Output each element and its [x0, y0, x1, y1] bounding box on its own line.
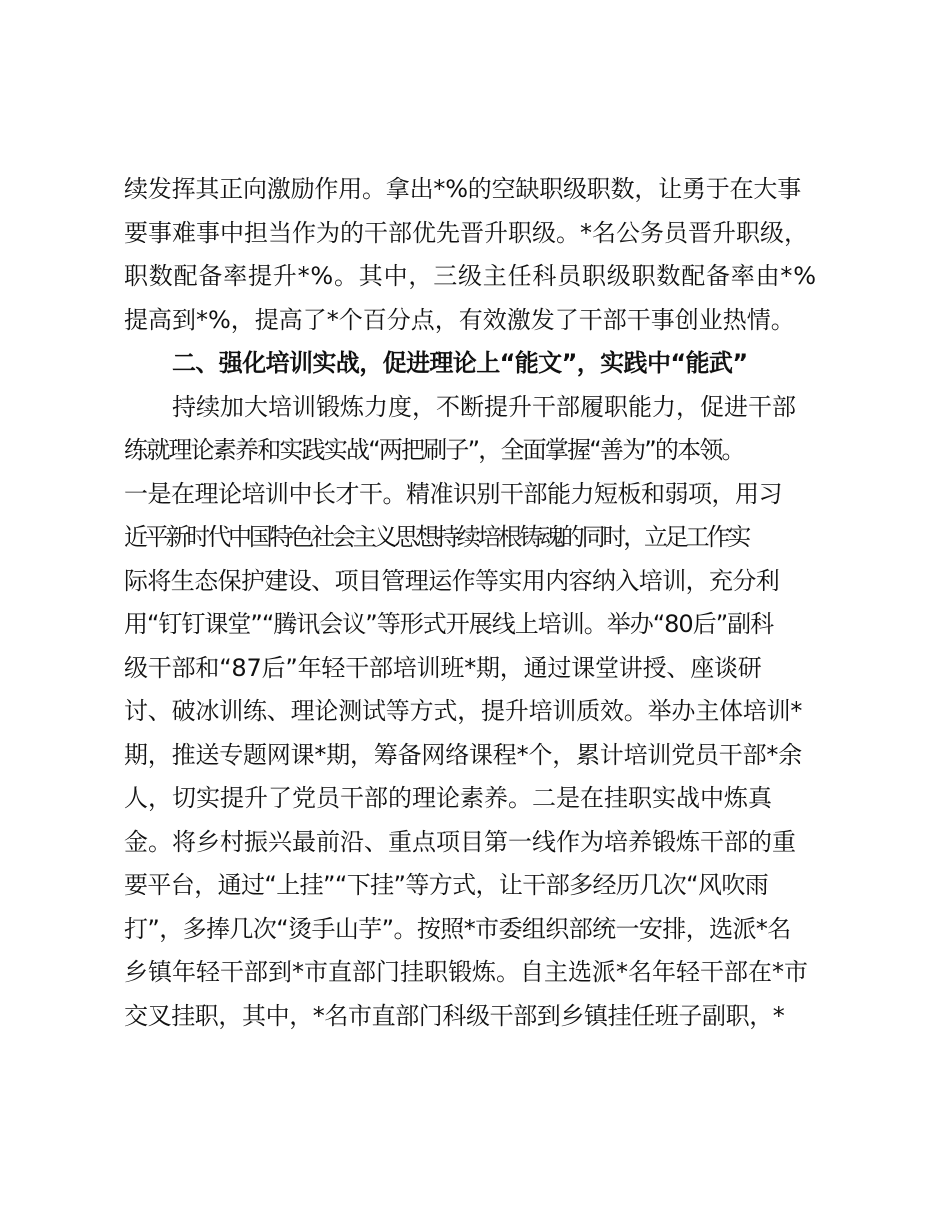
paragraph-line: 近平新时代中国特色社会主义思想持续培根铸魂的同时，立足工作实: [124, 523, 748, 551]
paragraph-line: 要平台，通过“上挂”“下挂”等方式，让干部多经历几次“风吹雨: [124, 871, 769, 899]
paragraph-line: 提高到*%，提高了*个百分点，有效激发了干部干事创业热情。: [124, 305, 795, 334]
paragraph-line: 期，推送专题网课*期，筹备网络课程*个，累计培训党员干部*余: [124, 740, 802, 769]
paragraph-line: 续发挥其正向激励作用。拿出*%的空缺职级职数，让勇于在大事: [124, 175, 802, 203]
paragraph-line: 级干部和“87后”年轻干部培训班*期，通过课堂讲授、座谈研: [124, 653, 762, 682]
document-body: [124, 168, 844, 1038]
paragraph-line: 职数配备率提升*%。其中，三级主任科员职级职数配备率由*%: [124, 262, 817, 290]
paragraph-line: 交叉挂职，其中，*名市直部门科级干部到乡镇挂任班子副职，*: [124, 1001, 785, 1030]
paragraph-line: 人，切实提升了党员干部的理论素养。二是在挂职实战中炼真: [124, 784, 772, 812]
paragraph-line: 要事难事中担当作为的干部优先晋升职级。*名公务员晋升职级，: [124, 218, 808, 247]
paragraph-line: 打”，多捧几次“烫手山芋”。按照*市委组织部统一安排，选派*名: [124, 914, 791, 943]
paragraph-line: 持续加大培训锻炼力度，不断提升干部履职能力，促进干部: [172, 392, 796, 421]
paragraph-line: 练就理论素养和实践实战“两把刷子”，全面掌握“善为”的本领。: [124, 436, 744, 464]
paragraph-line: 一是在理论培训中长才干。精准识别干部能力短板和弱项，用习: [124, 479, 782, 508]
paragraph-line: 讨、破冰训练、理论测试等方式，提升培训质效。举办主体培训*: [124, 697, 803, 725]
paragraph-line: 金。将乡村振兴最前沿、重点项目第一线作为培养锻炼干部的重: [124, 827, 796, 856]
paragraph-line: 乡镇年轻干部到*市直部门挂职锻炼。自主选派*名年轻干部在*市: [124, 958, 808, 986]
section-heading: 二、强化培训实战，促进理论上“能文”，实践中“能武”: [172, 349, 748, 377]
paragraph-line: 用“钉钉课堂”“腾讯会议”等形式开展线上培训。举办“80后”副科: [124, 610, 774, 638]
paragraph-line: 际将生态保护建设、项目管理运作等实用内容纳入培训，充分利: [124, 566, 780, 595]
